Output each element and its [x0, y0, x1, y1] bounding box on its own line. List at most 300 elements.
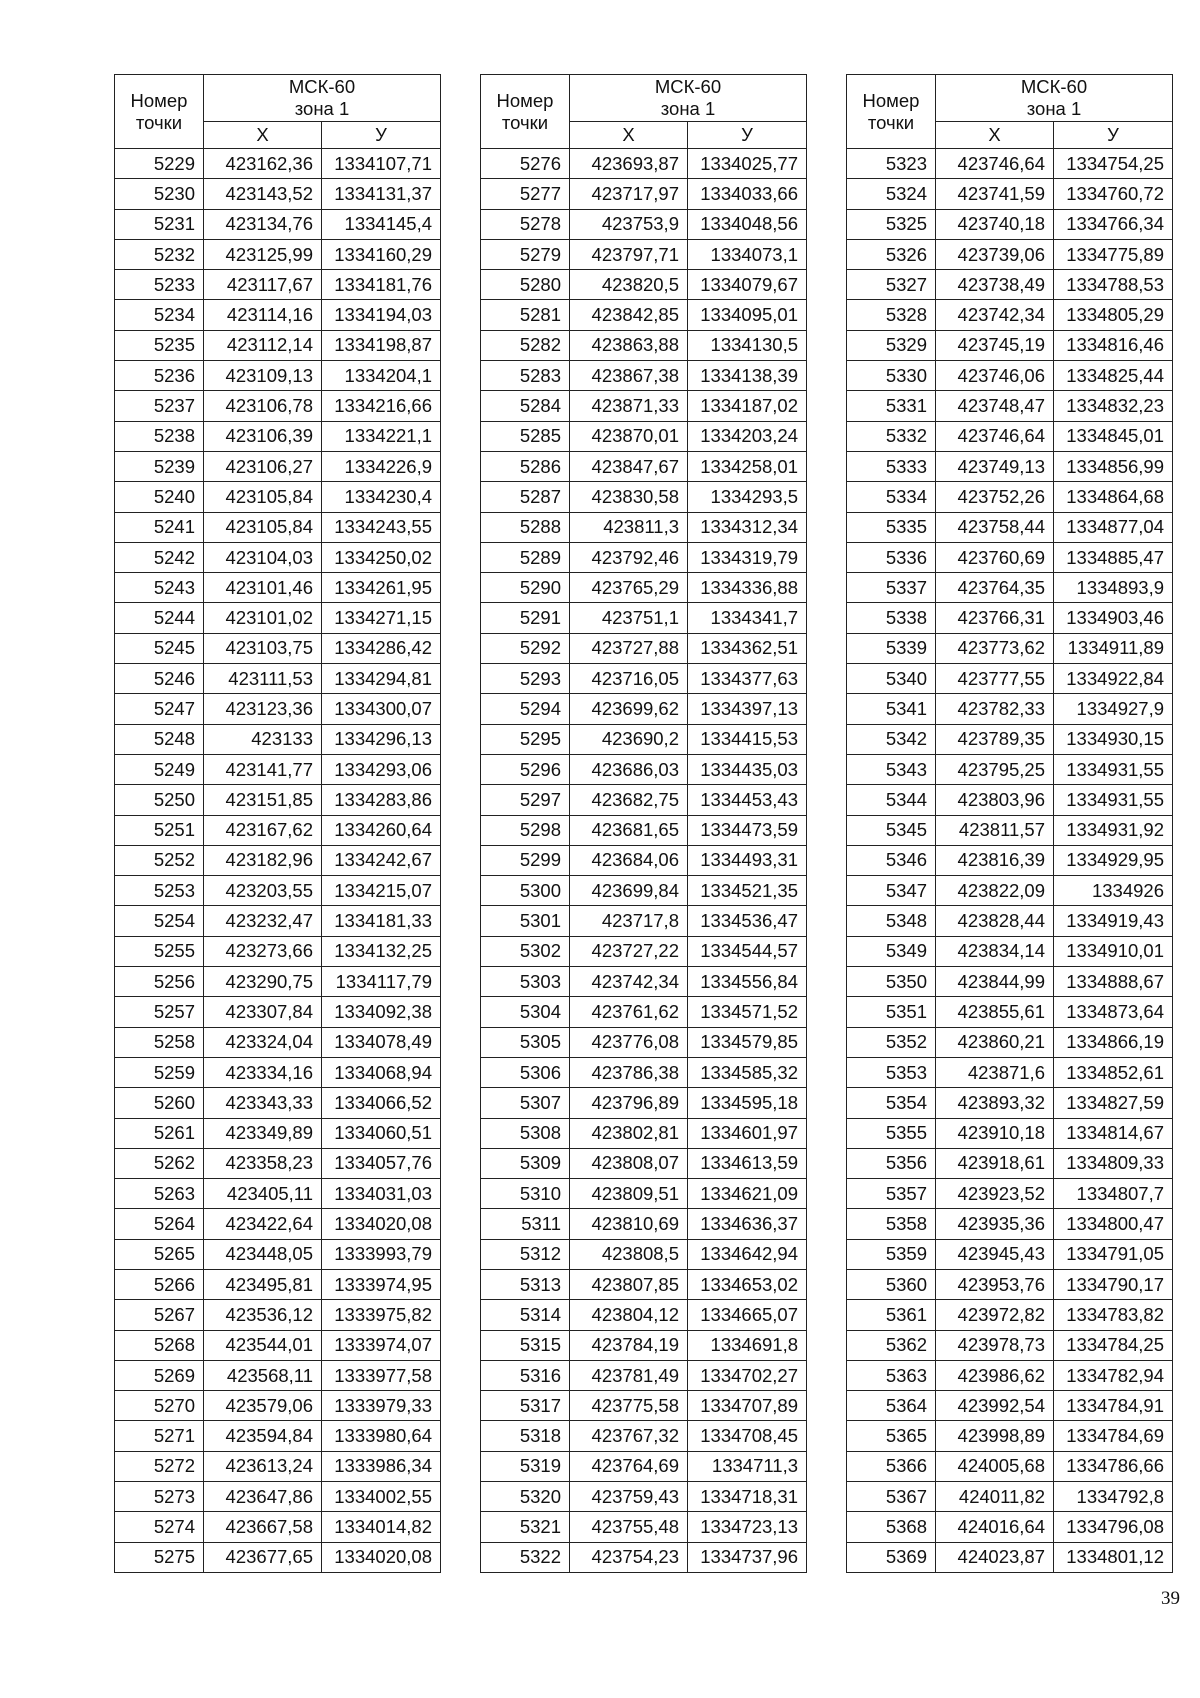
point-number-cell: 5290: [481, 573, 570, 603]
x-coordinate-cell: 423103,75: [204, 633, 322, 663]
table-row: [115, 633, 441, 663]
x-axis-header: Х: [570, 122, 688, 149]
x-coordinate-cell: 423203,55: [204, 876, 322, 906]
y-coordinate-cell: 1334073,1: [688, 239, 807, 269]
point-number-cell: 5367: [847, 1482, 936, 1512]
x-coordinate-cell: 423871,6: [936, 1057, 1054, 1087]
table-row: [847, 967, 1173, 997]
y-coordinate-cell: 1334242,67: [322, 845, 441, 875]
point-number-cell: 5331: [847, 391, 936, 421]
x-coordinate-cell: 423766,31: [936, 603, 1054, 633]
x-coordinate-cell: 423986,62: [936, 1360, 1054, 1390]
y-coordinate-cell: 1334221,1: [322, 421, 441, 451]
y-axis-header: У: [322, 122, 441, 149]
point-number-cell: 5233: [115, 270, 204, 300]
coordinates-table-3: [846, 74, 1173, 1573]
x-coordinate-cell: 423767,32: [570, 1421, 688, 1451]
x-coordinate-cell: 423151,85: [204, 785, 322, 815]
point-number-cell: 5345: [847, 815, 936, 845]
table-row: [847, 936, 1173, 966]
y-coordinate-cell: 1334782,94: [1054, 1360, 1173, 1390]
x-coordinate-cell: 423802,81: [570, 1118, 688, 1148]
y-coordinate-cell: 1334783,82: [1054, 1300, 1173, 1330]
table-row: [847, 1057, 1173, 1087]
point-number-cell: 5329: [847, 330, 936, 360]
y-coordinate-cell: 1333979,33: [322, 1391, 441, 1421]
x-coordinate-cell: 423761,62: [570, 997, 688, 1027]
y-coordinate-cell: 1334788,53: [1054, 270, 1173, 300]
point-number-cell: 5269: [115, 1360, 204, 1390]
point-number-cell: 5316: [481, 1360, 570, 1390]
point-number-cell: 5343: [847, 754, 936, 784]
y-coordinate-cell: 1334796,08: [1054, 1512, 1173, 1542]
table-row: [115, 845, 441, 875]
table-row: [847, 815, 1173, 845]
y-coordinate-cell: 1334877,04: [1054, 512, 1173, 542]
table-row: [481, 754, 807, 784]
point-number-cell: 5299: [481, 845, 570, 875]
y-coordinate-cell: 1334261,95: [322, 573, 441, 603]
y-coordinate-cell: 1334931,92: [1054, 815, 1173, 845]
point-number-cell: 5291: [481, 603, 570, 633]
y-coordinate-cell: 1334845,01: [1054, 421, 1173, 451]
x-coordinate-cell: 423753,9: [570, 209, 688, 239]
x-coordinate-cell: 423953,76: [936, 1269, 1054, 1299]
point-number-cell: 5279: [481, 239, 570, 269]
x-coordinate-cell: 423844,99: [936, 967, 1054, 997]
x-coordinate-cell: 423855,61: [936, 997, 1054, 1027]
y-coordinate-cell: 1333974,07: [322, 1330, 441, 1360]
point-number-cell: 5300: [481, 876, 570, 906]
x-coordinate-cell: 423690,2: [570, 724, 688, 754]
y-coordinate-cell: 1334260,64: [322, 815, 441, 845]
point-number-cell: 5292: [481, 633, 570, 663]
y-coordinate-cell: 1334784,69: [1054, 1421, 1173, 1451]
point-number-cell: 5282: [481, 330, 570, 360]
y-coordinate-cell: 1334181,33: [322, 906, 441, 936]
y-coordinate-cell: 1334827,59: [1054, 1088, 1173, 1118]
table-row: [115, 1512, 441, 1542]
x-coordinate-cell: 423568,11: [204, 1360, 322, 1390]
y-coordinate-cell: 1334929,95: [1054, 845, 1173, 875]
y-coordinate-cell: 1334107,71: [322, 149, 441, 179]
coordinates-table-1: [114, 74, 441, 1573]
point-number-cell: 5277: [481, 179, 570, 209]
x-coordinate-cell: 424016,64: [936, 1512, 1054, 1542]
point-number-cell: 5276: [481, 149, 570, 179]
table-row: [481, 361, 807, 391]
x-coordinate-cell: 423773,62: [936, 633, 1054, 663]
table-row: [847, 542, 1173, 572]
y-coordinate-cell: 1333977,58: [322, 1360, 441, 1390]
table-row: [481, 300, 807, 330]
x-coordinate-cell: 423232,47: [204, 906, 322, 936]
x-coordinate-cell: 423677,65: [204, 1542, 322, 1572]
table-row: [115, 330, 441, 360]
table-row: [847, 1269, 1173, 1299]
point-number-cell: 5332: [847, 421, 936, 451]
point-number-cell: 5265: [115, 1239, 204, 1269]
point-number-header: Номер точки: [847, 75, 936, 149]
y-coordinate-cell: 1334866,19: [1054, 1027, 1173, 1057]
table-row: [847, 1391, 1173, 1421]
table-row: [481, 1148, 807, 1178]
table-row: [847, 1421, 1173, 1451]
table-row: [847, 1027, 1173, 1057]
x-coordinate-cell: 423141,77: [204, 754, 322, 784]
point-number-cell: 5270: [115, 1391, 204, 1421]
x-coordinate-cell: 423699,84: [570, 876, 688, 906]
page-number: 39: [1161, 1588, 1180, 1609]
y-coordinate-cell: 1334707,89: [688, 1391, 807, 1421]
x-coordinate-cell: 423717,8: [570, 906, 688, 936]
table-row: [847, 694, 1173, 724]
point-number-cell: 5271: [115, 1421, 204, 1451]
y-coordinate-cell: 1334493,31: [688, 845, 807, 875]
x-coordinate-cell: 423111,53: [204, 664, 322, 694]
point-number-cell: 5323: [847, 149, 936, 179]
x-coordinate-cell: 423796,89: [570, 1088, 688, 1118]
table-row: [847, 1360, 1173, 1390]
point-number-cell: 5284: [481, 391, 570, 421]
point-number-cell: 5273: [115, 1482, 204, 1512]
y-coordinate-cell: 1334665,07: [688, 1300, 807, 1330]
y-coordinate-cell: 1334636,37: [688, 1209, 807, 1239]
table-row: [481, 845, 807, 875]
point-number-cell: 5366: [847, 1451, 936, 1481]
table-row: [847, 876, 1173, 906]
table-row: [115, 1209, 441, 1239]
table-row: [481, 1360, 807, 1390]
table-row: [847, 451, 1173, 481]
x-coordinate-cell: 423759,43: [570, 1482, 688, 1512]
point-number-cell: 5308: [481, 1118, 570, 1148]
point-number-cell: 5253: [115, 876, 204, 906]
table-row: [847, 724, 1173, 754]
point-number-cell: 5237: [115, 391, 204, 421]
y-coordinate-cell: 1334691,8: [688, 1330, 807, 1360]
table-row: [115, 361, 441, 391]
point-number-cell: 5234: [115, 300, 204, 330]
point-number-cell: 5357: [847, 1179, 936, 1209]
x-coordinate-cell: 423830,58: [570, 482, 688, 512]
y-coordinate-cell: 1334737,96: [688, 1542, 807, 1572]
x-coordinate-cell: 423727,22: [570, 936, 688, 966]
x-coordinate-cell: 423795,25: [936, 754, 1054, 784]
x-coordinate-cell: 423681,65: [570, 815, 688, 845]
y-coordinate-cell: 1334873,64: [1054, 997, 1173, 1027]
x-coordinate-cell: 423828,44: [936, 906, 1054, 936]
point-number-cell: 5339: [847, 633, 936, 663]
table-row: [847, 512, 1173, 542]
x-coordinate-cell: 423758,44: [936, 512, 1054, 542]
table-row: [847, 664, 1173, 694]
table-row: [847, 1451, 1173, 1481]
y-coordinate-cell: 1334216,66: [322, 391, 441, 421]
point-number-cell: 5288: [481, 512, 570, 542]
y-coordinate-cell: 1334888,67: [1054, 967, 1173, 997]
point-number-cell: 5231: [115, 209, 204, 239]
y-coordinate-cell: 1334718,31: [688, 1482, 807, 1512]
table-row: [115, 603, 441, 633]
x-coordinate-cell: 423717,97: [570, 179, 688, 209]
y-coordinate-cell: 1334187,02: [688, 391, 807, 421]
point-number-cell: 5286: [481, 451, 570, 481]
point-number-cell: 5256: [115, 967, 204, 997]
y-axis-header: У: [1054, 122, 1173, 149]
x-coordinate-cell: 423749,13: [936, 451, 1054, 481]
table-row: [847, 1179, 1173, 1209]
table-row: [115, 876, 441, 906]
y-coordinate-cell: 1334766,34: [1054, 209, 1173, 239]
table-row: [115, 967, 441, 997]
table-row: [481, 482, 807, 512]
y-coordinate-cell: 1334079,67: [688, 270, 807, 300]
x-coordinate-cell: 423105,84: [204, 482, 322, 512]
x-coordinate-cell: 423776,08: [570, 1027, 688, 1057]
x-coordinate-cell: 423182,96: [204, 845, 322, 875]
point-number-cell: 5347: [847, 876, 936, 906]
x-coordinate-cell: 423867,38: [570, 361, 688, 391]
y-coordinate-cell: 1334792,8: [1054, 1482, 1173, 1512]
y-coordinate-cell: 1334786,66: [1054, 1451, 1173, 1481]
table-row: [481, 1330, 807, 1360]
point-number-cell: 5321: [481, 1512, 570, 1542]
x-coordinate-cell: 423422,64: [204, 1209, 322, 1239]
table-row: [481, 1027, 807, 1057]
table-row: [115, 300, 441, 330]
y-coordinate-cell: 1334243,55: [322, 512, 441, 542]
point-number-cell: 5251: [115, 815, 204, 845]
point-number-cell: 5363: [847, 1360, 936, 1390]
table-row: [115, 451, 441, 481]
y-coordinate-cell: 1334613,59: [688, 1148, 807, 1178]
table-row: [115, 1451, 441, 1481]
table-row: [115, 936, 441, 966]
y-coordinate-cell: 1334807,7: [1054, 1179, 1173, 1209]
y-coordinate-cell: 1334131,37: [322, 179, 441, 209]
table-row: [481, 603, 807, 633]
y-coordinate-cell: 1334020,08: [322, 1542, 441, 1572]
x-coordinate-cell: 423834,14: [936, 936, 1054, 966]
y-coordinate-cell: 1334078,49: [322, 1027, 441, 1057]
point-number-cell: 5239: [115, 451, 204, 481]
table-row: [115, 1027, 441, 1057]
point-number-cell: 5311: [481, 1209, 570, 1239]
table-row: [115, 573, 441, 603]
y-coordinate-cell: 1334215,07: [322, 876, 441, 906]
x-coordinate-cell: 423106,27: [204, 451, 322, 481]
table-row: [847, 785, 1173, 815]
y-coordinate-cell: 1334595,18: [688, 1088, 807, 1118]
point-number-cell: 5275: [115, 1542, 204, 1572]
y-coordinate-cell: 1334020,08: [322, 1209, 441, 1239]
x-coordinate-cell: 423816,39: [936, 845, 1054, 875]
x-coordinate-cell: 423781,49: [570, 1360, 688, 1390]
y-coordinate-cell: 1333974,95: [322, 1269, 441, 1299]
x-coordinate-cell: 423699,62: [570, 694, 688, 724]
y-coordinate-cell: 1334556,84: [688, 967, 807, 997]
x-coordinate-cell: 423918,61: [936, 1148, 1054, 1178]
point-number-cell: 5241: [115, 512, 204, 542]
table-row: [481, 421, 807, 451]
table-row: [115, 239, 441, 269]
coordinates-table-2: [480, 74, 807, 1573]
x-coordinate-cell: 423822,09: [936, 876, 1054, 906]
y-coordinate-cell: 1334025,77: [688, 149, 807, 179]
point-number-cell: 5359: [847, 1239, 936, 1269]
table-row: [481, 633, 807, 663]
point-number-cell: 5254: [115, 906, 204, 936]
table-row: [481, 664, 807, 694]
y-coordinate-cell: 1334397,13: [688, 694, 807, 724]
table-row: [847, 754, 1173, 784]
table-row: [115, 1542, 441, 1572]
x-coordinate-cell: 423448,05: [204, 1239, 322, 1269]
x-coordinate-cell: 423808,07: [570, 1148, 688, 1178]
coordinate-system-header: [570, 75, 807, 122]
x-coordinate-cell: 423820,5: [570, 270, 688, 300]
point-number-cell: 5229: [115, 149, 204, 179]
y-coordinate-cell: 1334473,59: [688, 815, 807, 845]
x-coordinate-cell: 423792,46: [570, 542, 688, 572]
coordinate-system-name: МСК-60: [288, 76, 356, 97]
point-number-cell: 5261: [115, 1118, 204, 1148]
table-row: [115, 724, 441, 754]
point-number-cell: 5263: [115, 1179, 204, 1209]
table-row: [481, 1421, 807, 1451]
x-coordinate-cell: 423343,33: [204, 1088, 322, 1118]
table-row: [481, 1209, 807, 1239]
y-coordinate-cell: 1334642,94: [688, 1239, 807, 1269]
table-row: [481, 1391, 807, 1421]
y-coordinate-cell: 1334294,81: [322, 664, 441, 694]
point-number-cell: 5235: [115, 330, 204, 360]
x-coordinate-cell: 423334,16: [204, 1057, 322, 1087]
x-coordinate-cell: 423860,21: [936, 1027, 1054, 1057]
table-row: [481, 906, 807, 936]
table-row: [115, 664, 441, 694]
point-number-cell: 5330: [847, 361, 936, 391]
x-coordinate-cell: 423112,14: [204, 330, 322, 360]
table-row: [115, 209, 441, 239]
x-coordinate-cell: 423754,23: [570, 1542, 688, 1572]
point-number-cell: 5232: [115, 239, 204, 269]
y-coordinate-cell: 1334927,9: [1054, 694, 1173, 724]
table-row: [115, 1269, 441, 1299]
point-number-cell: 5309: [481, 1148, 570, 1178]
point-number-cell: 5281: [481, 300, 570, 330]
x-coordinate-cell: 423495,81: [204, 1269, 322, 1299]
y-coordinate-cell: 1334033,66: [688, 179, 807, 209]
x-coordinate-cell: 423686,03: [570, 754, 688, 784]
x-coordinate-cell: 423307,84: [204, 997, 322, 1027]
x-coordinate-cell: 423741,59: [936, 179, 1054, 209]
y-coordinate-cell: 1334341,7: [688, 603, 807, 633]
point-number-cell: 5246: [115, 664, 204, 694]
point-number-cell: 5333: [847, 451, 936, 481]
x-coordinate-cell: 423775,58: [570, 1391, 688, 1421]
point-number-cell: 5240: [115, 482, 204, 512]
x-coordinate-cell: 423910,18: [936, 1118, 1054, 1148]
y-coordinate-cell: 1334377,63: [688, 664, 807, 694]
x-coordinate-cell: 423863,88: [570, 330, 688, 360]
x-coordinate-cell: 423324,04: [204, 1027, 322, 1057]
point-number-cell: 5336: [847, 542, 936, 572]
x-coordinate-cell: 423746,64: [936, 149, 1054, 179]
point-number-cell: 5257: [115, 997, 204, 1027]
point-number-cell: 5365: [847, 1421, 936, 1451]
table-row: [847, 1088, 1173, 1118]
table-row: [481, 1179, 807, 1209]
y-coordinate-cell: 1334230,4: [322, 482, 441, 512]
y-coordinate-cell: 1334271,15: [322, 603, 441, 633]
y-coordinate-cell: 1334621,09: [688, 1179, 807, 1209]
x-coordinate-cell: 423579,06: [204, 1391, 322, 1421]
y-coordinate-cell: 1334585,32: [688, 1057, 807, 1087]
x-coordinate-cell: 423742,34: [570, 967, 688, 997]
y-coordinate-cell: 1334926: [1054, 876, 1173, 906]
point-number-cell: 5262: [115, 1148, 204, 1178]
table-row: [481, 1512, 807, 1542]
table-row: [481, 330, 807, 360]
x-coordinate-cell: 423682,75: [570, 785, 688, 815]
table-row: [481, 1118, 807, 1148]
point-number-cell: 5335: [847, 512, 936, 542]
point-number-cell: 5267: [115, 1300, 204, 1330]
y-coordinate-cell: 1334536,47: [688, 906, 807, 936]
point-number-cell: 5293: [481, 664, 570, 694]
point-number-cell: 5285: [481, 421, 570, 451]
point-number-cell: 5322: [481, 1542, 570, 1572]
y-coordinate-cell: 1334283,86: [322, 785, 441, 815]
point-number-cell: 5259: [115, 1057, 204, 1087]
y-coordinate-cell: 1334754,25: [1054, 149, 1173, 179]
point-number-cell: 5360: [847, 1269, 936, 1299]
table-row: [847, 391, 1173, 421]
y-coordinate-cell: 1334435,03: [688, 754, 807, 784]
table-row: [481, 936, 807, 966]
point-number-cell: 5303: [481, 967, 570, 997]
point-number-cell: 5369: [847, 1542, 936, 1572]
point-number-cell: 5338: [847, 603, 936, 633]
table-row: [847, 482, 1173, 512]
coordinate-system-name: МСК-60: [1020, 76, 1088, 97]
table-row: [115, 542, 441, 572]
point-number-cell: 5250: [115, 785, 204, 815]
y-coordinate-cell: 1334790,17: [1054, 1269, 1173, 1299]
y-coordinate-cell: 1334048,56: [688, 209, 807, 239]
point-number-cell: 5327: [847, 270, 936, 300]
point-number-cell: 5297: [481, 785, 570, 815]
x-axis-header: Х: [204, 122, 322, 149]
x-coordinate-cell: 423536,12: [204, 1300, 322, 1330]
point-number-cell: 5318: [481, 1421, 570, 1451]
point-number-cell: 5278: [481, 209, 570, 239]
y-coordinate-cell: 1334816,46: [1054, 330, 1173, 360]
table-row: [115, 1239, 441, 1269]
table-row: [115, 1330, 441, 1360]
table-row: [115, 1300, 441, 1330]
y-coordinate-cell: 1334415,53: [688, 724, 807, 754]
point-number-cell: 5294: [481, 694, 570, 724]
y-coordinate-cell: 1334060,51: [322, 1118, 441, 1148]
table-row: [115, 391, 441, 421]
y-axis-header: У: [688, 122, 807, 149]
table-row: [481, 1269, 807, 1299]
point-number-cell: 5272: [115, 1451, 204, 1481]
x-coordinate-cell: 423945,43: [936, 1239, 1054, 1269]
